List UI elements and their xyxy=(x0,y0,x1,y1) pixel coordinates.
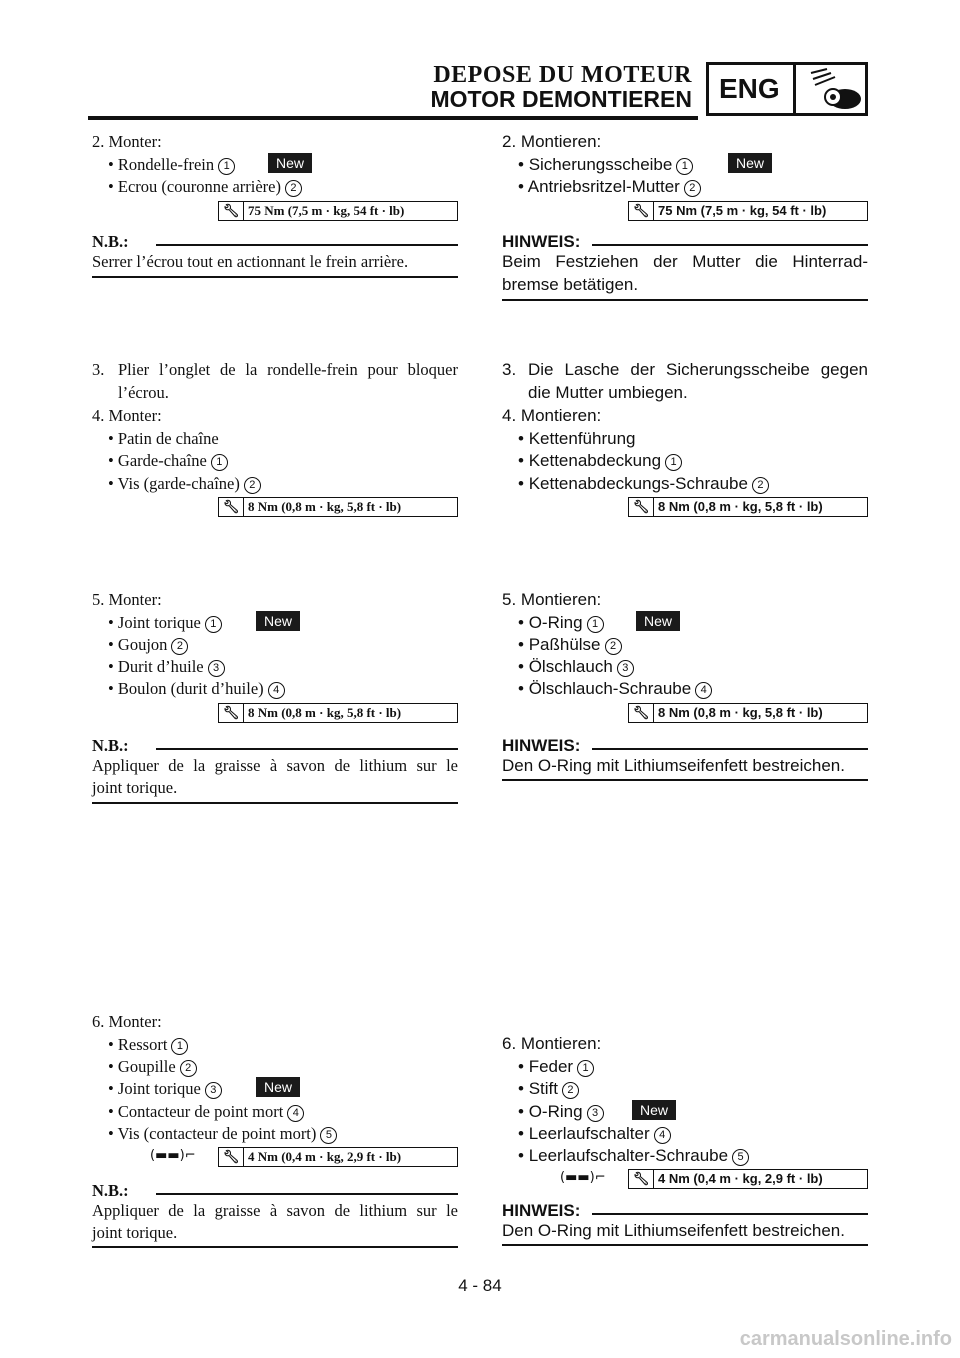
ref-number: 1 xyxy=(218,158,235,175)
header-rule xyxy=(88,116,698,120)
ref-number: 1 xyxy=(577,1060,594,1077)
list-item: • Ölschlauch-Schraube 4 xyxy=(518,679,712,699)
ref-number: 3 xyxy=(205,1082,222,1099)
list-item: • Joint torique 1 xyxy=(108,613,222,633)
ref-number: 1 xyxy=(205,616,222,633)
list-item: • Ecrou (couronne arrière) 2 xyxy=(108,177,302,197)
fr-step4-heading: 4. Monter: xyxy=(92,406,162,425)
torque-spec: 🔧︎ 8 Nm (0,8 m · kg, 5,8 ft · lb) xyxy=(218,497,458,517)
torque-wrench-icon: 🔧︎ xyxy=(219,202,244,220)
torque-spec: 🔧︎ 75 Nm (7,5 m · kg, 54 ft · lb) xyxy=(218,201,458,221)
note-text: Appliquer de la graisse à savon de lithium sur le xyxy=(92,1201,458,1220)
fr-step6-heading: 6. Monter: xyxy=(92,1012,162,1031)
note-text: Serrer l’écrou tout en actionnant le frein arrière. xyxy=(92,252,409,271)
list-item: • O-Ring 1 xyxy=(518,613,604,633)
list-item: • Kettenführung xyxy=(518,429,636,448)
list-item: • Garde-chaîne 1 xyxy=(108,451,228,471)
new-badge: New xyxy=(268,153,312,173)
torque-spec: 🔧︎ 8 Nm (0,8 m · kg, 5,8 ft · lb) xyxy=(628,497,868,517)
note-text: Den O-Ring mit Lithiumseifenfett bestreichen. xyxy=(502,1221,845,1240)
ref-number: 2 xyxy=(244,477,261,494)
ref-number: 1 xyxy=(587,616,604,633)
ref-number: 5 xyxy=(732,1149,749,1166)
ref-number: 2 xyxy=(285,180,302,197)
list-item: • Kettenabdeckungs-Schraube 2 xyxy=(518,474,769,494)
lithium-grease-icon: (▬▬)⌐ xyxy=(150,1148,196,1163)
ref-number: 2 xyxy=(180,1060,197,1077)
new-badge: New xyxy=(728,153,772,173)
ref-number: 4 xyxy=(695,682,712,699)
de-step5-heading: 5. Montieren: xyxy=(502,590,602,609)
list-item: • Durit d’huile 3 xyxy=(108,657,225,677)
page-title-fr: DEPOSE DU MOTEUR xyxy=(433,62,692,88)
torque-wrench-icon: 🔧︎ xyxy=(629,202,654,220)
note-label: HINWEIS: xyxy=(502,1201,581,1220)
list-item: • Vis (garde-chaîne) 2 xyxy=(108,474,261,494)
fr-step5-heading: 5. Monter: xyxy=(92,590,162,609)
ref-number: 5 xyxy=(320,1127,337,1144)
torque-wrench-icon: 🔧︎ xyxy=(629,498,654,516)
ref-number: 1 xyxy=(676,158,693,175)
new-badge: New xyxy=(632,1100,676,1120)
list-item: • Ressort 1 xyxy=(108,1035,188,1055)
ref-number: 2 xyxy=(605,638,622,655)
list-item: • Leerlaufschalter 4 xyxy=(518,1124,671,1144)
fr-step2-heading: 2. Monter: xyxy=(92,132,162,151)
torque-wrench-icon: 🔧︎ xyxy=(219,704,244,722)
note-label: N.B.: xyxy=(92,1181,129,1200)
ref-number: 1 xyxy=(211,454,228,471)
list-item: • Kettenabdeckung 1 xyxy=(518,451,682,471)
list-item: • Vis (contacteur de point mort) 5 xyxy=(108,1124,337,1144)
de-step4-heading: 4. Montieren: xyxy=(502,406,602,425)
list-item: • Rondelle-frein 1 xyxy=(108,155,235,175)
de-step3-text2: die Mutter umbiegen. xyxy=(528,383,688,402)
list-item: • Sicherungsscheibe 1 xyxy=(518,155,693,175)
torque-wrench-icon: 🔧︎ xyxy=(629,1170,654,1188)
torque-wrench-icon: 🔧︎ xyxy=(219,1148,244,1166)
note-text: Appliquer de la graisse à savon de lithium sur le xyxy=(92,756,458,775)
note-text2: joint torique. xyxy=(92,1223,178,1242)
note-text: Den O-Ring mit Lithiumseifenfett bestreichen. xyxy=(502,756,845,775)
new-badge: New xyxy=(256,1077,300,1097)
ref-number: 1 xyxy=(665,454,682,471)
torque-spec: 🔧︎ 4 Nm (0,4 m · kg, 2,9 ft · lb) xyxy=(628,1169,868,1189)
lithium-grease-icon: (▬▬)⌐ xyxy=(560,1170,606,1185)
list-item: • Boulon (durit d’huile) 4 xyxy=(108,679,285,699)
list-item: • Goujon 2 xyxy=(108,635,188,655)
ref-number: 3 xyxy=(617,660,634,677)
ref-number: 4 xyxy=(654,1127,671,1144)
de-step3-text: Die Lasche der Sicherungsscheibe gegen xyxy=(528,360,868,379)
ref-number: 2 xyxy=(171,638,188,655)
page-title-de: MOTOR DEMONTIEREN xyxy=(430,86,692,112)
note-label: HINWEIS: xyxy=(502,736,581,755)
ref-number: 1 xyxy=(171,1038,188,1055)
list-item: • Patin de chaîne xyxy=(108,429,219,448)
de-step6-heading: 6. Montieren: xyxy=(502,1034,602,1053)
ref-number: 3 xyxy=(587,1105,604,1122)
page-number: 4 - 84 xyxy=(458,1276,502,1295)
fr-step3-text: Plier l’onglet de la rondelle-frein pour bloquer xyxy=(118,360,458,379)
fr-step3-text2: l’écrou. xyxy=(118,383,169,402)
ref-number: 2 xyxy=(562,1082,579,1099)
note-label: N.B.: xyxy=(92,736,129,755)
ref-number: 4 xyxy=(287,1105,304,1122)
list-item: • Ölschlauch 3 xyxy=(518,657,634,677)
list-item: • Feder 1 xyxy=(518,1057,594,1077)
fr-step3-num: 3. xyxy=(92,360,105,379)
ref-number: 2 xyxy=(684,180,701,197)
note-text2: bremse betätigen. xyxy=(502,275,639,294)
note-text: Beim Festziehen der Mutter die Hinterrad- xyxy=(502,252,868,271)
section-badge-label: ENG xyxy=(719,73,780,104)
ref-number: 2 xyxy=(752,477,769,494)
torque-wrench-icon: 🔧︎ xyxy=(629,704,654,722)
torque-spec: 🔧︎ 4 Nm (0,4 m · kg, 2,9 ft · lb) xyxy=(218,1147,458,1167)
new-badge: New xyxy=(256,611,300,631)
new-badge: New xyxy=(636,611,680,631)
ref-number: 3 xyxy=(208,660,225,677)
list-item: • Contacteur de point mort 4 xyxy=(108,1102,304,1122)
torque-spec: 🔧︎ 8 Nm (0,8 m · kg, 5,8 ft · lb) xyxy=(218,703,458,723)
list-item: • Goupille 2 xyxy=(108,1057,197,1077)
list-item: • Antriebsritzel-Mutter 2 xyxy=(518,177,701,197)
note-label: HINWEIS: xyxy=(502,232,581,251)
list-item: • Leerlaufschalter-Schraube 5 xyxy=(518,1146,749,1166)
ref-number: 4 xyxy=(268,682,285,699)
note-label: N.B.: xyxy=(92,232,129,251)
section-badge xyxy=(706,62,868,116)
torque-spec: 🔧︎ 8 Nm (0,8 m · kg, 5,8 ft · lb) xyxy=(628,703,868,723)
note-text2: joint torique. xyxy=(92,778,178,797)
torque-spec: 🔧︎ 75 Nm (7,5 m · kg, 54 ft · lb) xyxy=(628,201,868,221)
list-item: • Paßhülse 2 xyxy=(518,635,622,655)
engine-icon xyxy=(801,67,867,113)
list-item: • Joint torique 3 xyxy=(108,1079,222,1099)
watermark: carmanualsonline.info xyxy=(739,1328,952,1350)
list-item: • O-Ring 3 xyxy=(518,1102,604,1122)
de-step2-heading: 2. Montieren: xyxy=(502,132,602,151)
de-step3-num: 3. xyxy=(502,360,517,379)
torque-wrench-icon: 🔧︎ xyxy=(219,498,244,516)
list-item: • Stift 2 xyxy=(518,1079,579,1099)
